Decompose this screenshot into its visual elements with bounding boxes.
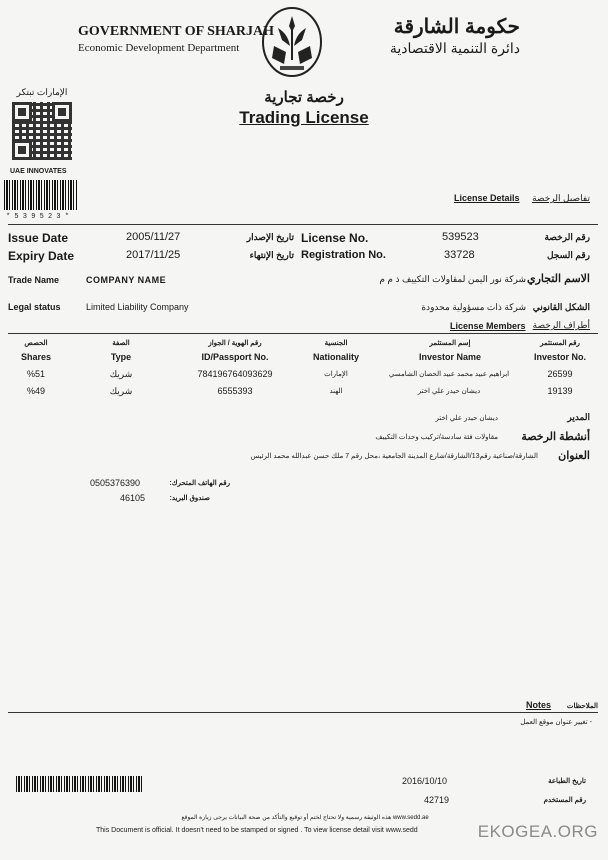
registration-label: Registration No. <box>301 249 386 261</box>
activities-value: مقاولات فئة سادسة/تركيب وحدات التكييف <box>375 434 498 441</box>
cell-investor-no: 26599 <box>547 369 573 379</box>
user-number-value: 42719 <box>424 795 450 805</box>
address-label: العنوان <box>558 450 590 462</box>
col-shares: Shares <box>20 352 52 362</box>
col-name-ar: إسم المستثمر <box>429 340 471 347</box>
cell-nationality: الإمارات <box>324 371 348 378</box>
print-date-label: تاريخ الطباعة <box>548 778 586 785</box>
col-shares-ar: الحصص <box>24 340 48 347</box>
title-en: Trading License <box>239 108 369 127</box>
cell-id: 784196764093629 <box>197 369 273 379</box>
mobile-value: 0505376390 <box>90 478 141 488</box>
dept-title-en: Economic Development Department <box>78 42 240 54</box>
user-number-label: رقم المستخدم <box>543 797 586 804</box>
footer-disclaimer: This Document is official. It doesn't need to be stamped or signed . To view license detail visit www.sedd <box>96 827 418 834</box>
registration-value: 33728 <box>444 249 475 261</box>
pobox-value: 46105 <box>120 493 146 503</box>
license-no-label: License No. <box>301 231 369 245</box>
cell-id: 6555393 <box>217 386 253 396</box>
cell-shares: %49 <box>26 386 45 396</box>
legal-status-ar-label: الشكل القانوني <box>532 302 590 312</box>
sharjah-emblem-logo <box>260 6 324 82</box>
dept-title-ar: دائرة التنمية الاقتصادية <box>389 40 520 56</box>
title-ar: رخصة تجارية <box>264 89 344 106</box>
footer-barcode <box>16 776 144 792</box>
details-divider <box>8 224 598 225</box>
cell-name: ابراهيم عبيد محمد عبيد الحصان الشامسي <box>388 371 510 378</box>
address-value: الشارقة/صناعية رقم13/الشارقة/شارع المدينة الجامعية ،محل رقم 7 ملك حسن عبدالله محمد الرئيس <box>250 453 538 460</box>
col-id-ar: رقم الهوية / الجواز <box>208 340 262 347</box>
mobile-label: رقم الهاتف المتحرك: <box>169 480 230 487</box>
section-members-ar: أطراف الرخصة <box>532 320 590 330</box>
expiry-date-value: 2017/11/25 <box>126 249 181 261</box>
barcode-number: * 5 3 9 5 2 3 * <box>6 213 70 221</box>
col-investor-no: Investor No. <box>533 352 586 362</box>
trade-name-ar-label: الاسم التجاري <box>526 273 590 285</box>
activities-label: أنشطة الرخصة <box>521 431 590 443</box>
notes-label-en: Notes <box>526 700 552 710</box>
print-date-value: 2016/10/10 <box>402 776 448 786</box>
gov-title-en: GOVERNMENT OF SHARJAH <box>78 24 275 39</box>
legal-status-label: Legal status <box>8 302 61 312</box>
notes-label-ar: الملاحظات <box>566 703 598 710</box>
cell-investor-no: 19139 <box>547 386 573 396</box>
footer-site-line: www.sedd.ae هذه الوثيقة رسمية ولا تحتاج لختم أو توقيع والتأكد من صحة البيانات يرجى زيارة الموقع <box>181 815 429 821</box>
expiry-date-label: Expiry Date <box>8 249 75 263</box>
license-no-value: 539523 <box>442 231 479 243</box>
issue-date-value: 2005/11/27 <box>126 231 181 243</box>
license-no-ar: رقم الرخصة <box>544 232 590 242</box>
uae-innovates-ar: الإمارات تبتكر <box>16 87 68 97</box>
col-type: Type <box>110 352 132 362</box>
manager-value: ديشان حيدر علي اختر <box>435 415 498 422</box>
registration-ar: رقم السجل <box>546 250 590 260</box>
section-details-ar: تفاصيل الرخصة <box>532 193 590 203</box>
cell-type: شريك <box>109 386 133 396</box>
license-barcode <box>4 180 78 210</box>
cell-nationality: الهند <box>329 388 343 395</box>
col-id: ID/Passport No. <box>201 352 269 362</box>
col-nationality-ar: الجنسية <box>324 340 348 347</box>
notes-divider <box>8 712 598 713</box>
cell-type: شريك <box>109 369 133 379</box>
trade-name-label: Trade Name <box>8 275 60 285</box>
notes-item: - تغيير عنوان موقع العمل <box>520 719 592 726</box>
col-name: Investor Name <box>418 352 482 362</box>
section-details-en: License Details <box>454 193 520 203</box>
cell-shares: %51 <box>26 369 45 379</box>
legal-status-ar-value: شركة ذات مسؤولية محدودة <box>421 302 526 312</box>
uae-innovates-en: UAE INNOVATES <box>10 168 67 175</box>
col-type-ar: الصفة <box>112 340 130 347</box>
watermark-logo: EKOGEA.ORG <box>477 822 598 841</box>
manager-label: المدير <box>567 412 590 422</box>
pobox-label: صندوق البريد: <box>169 495 210 502</box>
cell-name: ديشان حيدر علي اختر <box>417 388 481 395</box>
members-divider <box>8 333 598 334</box>
col-nationality: Nationality <box>312 352 359 362</box>
trade-name-value: COMPANY NAME <box>86 275 167 285</box>
trade-name-ar-value: شركة نور اليمن لمقاولات التكييف ذ م م <box>379 274 526 284</box>
col-investor-no-ar: رقم المستثمر <box>540 340 580 347</box>
gov-title-ar: حكومة الشارقة <box>393 16 520 38</box>
issue-date-ar: تاريخ الإصدار <box>246 232 294 242</box>
expiry-date-ar: تاريخ الإنتهاء <box>249 250 294 260</box>
qr-code <box>12 102 72 160</box>
legal-status-value: Limited Liability Company <box>86 302 189 312</box>
issue-date-label: Issue Date <box>8 231 69 245</box>
section-members-en: License Members <box>450 321 526 331</box>
